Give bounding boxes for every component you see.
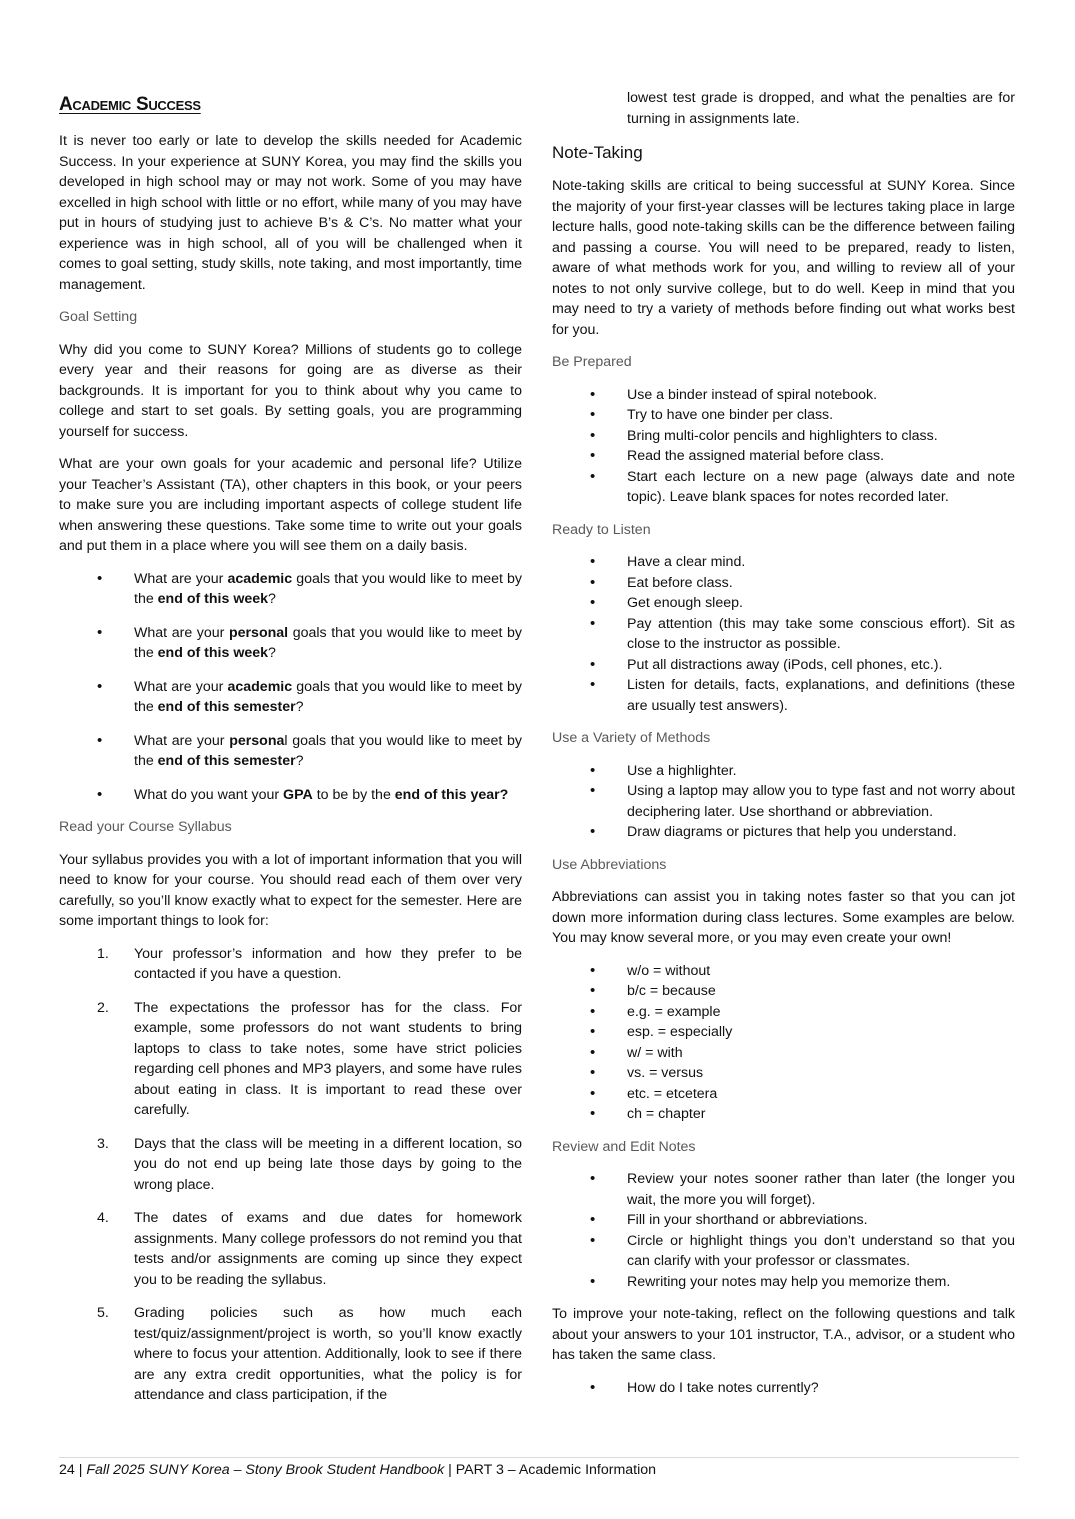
page-footer: 24 | Fall 2025 SUNY Korea – Stony Brook Student Handbook | PART 3 – Academic Information	[59, 1462, 657, 1478]
list-item: • Draw diagrams or pictures that help you understand.	[552, 822, 1015, 843]
ready-to-listen-heading: Ready to Listen	[552, 521, 651, 538]
list-item: • Use a binder instead of spiral notebook.	[552, 385, 1015, 406]
page-number: 24	[59, 1462, 75, 1478]
list-item: • b/c = because	[552, 981, 1015, 1002]
review-heading: Review and Edit Notes	[552, 1138, 696, 1155]
abbreviations-heading: Use Abbreviations	[552, 856, 667, 873]
list-item: • What do you want your GPA to be by the end of this year?	[59, 785, 522, 806]
footer-divider	[59, 1457, 1019, 1458]
abbreviations-paragraph: Abbreviations can assist you in taking notes faster so that you can jot down more information during class lectures. Some examples are below. You may know several more, or you may even create your own!	[552, 889, 1015, 946]
list-item: • Read the assigned material before class.	[552, 446, 1015, 467]
list-item: • Rewriting your notes may help you memorize them.	[552, 1272, 1015, 1293]
goal-setting-heading: Goal Setting	[59, 309, 138, 325]
list-item: • What are your academic goals that you would like to meet by the end of this week?	[59, 569, 522, 610]
list-item: • esp. = especially	[552, 1022, 1015, 1043]
goal-setting-paragraph-1: Why did you come to SUNY Korea? Millions of students go to college every year and their reasons for going are as diverse as their backgrounds. It is important for you to think about why you came to college and start to set goals. By setting goals, you are programming yourself for success.	[59, 341, 522, 440]
ready-to-listen-list	[552, 552, 1015, 716]
list-item: • w/o = without	[552, 961, 1015, 982]
list-item: • vs. = versus	[552, 1063, 1015, 1084]
handbook-title: Fall 2025 SUNY Korea – Stony Brook Student Handbook	[86, 1462, 445, 1478]
list-item: • Bring multi-color pencils and highlighters to class.	[552, 426, 1015, 447]
list-item: • Review your notes sooner rather than later (the longer you wait, the more you will forget).	[552, 1169, 1015, 1210]
list-item: • Listen for details, facts, explanations, and definitions (these are usually test answers).	[552, 675, 1015, 716]
abbreviations-list	[552, 961, 1015, 1125]
list-item: • ch = chapter	[552, 1104, 1015, 1125]
right-column	[552, 88, 1015, 1410]
list-item: • Start each lecture on a new page (always date and note topic). Leave blank spaces for notes recorded later.	[552, 467, 1015, 508]
intro-paragraph: It is never too early or late to develop the skills needed for Academic Success. In your experience at SUNY Korea, you may find the skills you developed in high school may or may not work. Some of you may have excelled in high school with little or no effort, while many of you may have put in hours of studying just to achieve B’s & C’s. No matter what your experience was in high school, all of you will be challenged when it comes to goal setting, study skills, note taking, and most importantly, time management.	[59, 133, 522, 293]
list-item: 5. Grading policies such as how much each test/quiz/assignment/project is worth, so you’ll know exactly where to focus your attention. Additionally, look to see if there are any extra credit opportunities, what the policy is for attendance and class participation, if the	[97, 1305, 522, 1403]
list-item: • What are your personal goals that you would like to meet by the end of this week?	[59, 623, 522, 664]
goal-setting-paragraph-2: What are your own goals for your academic and personal life? Utilize your Teacher’s Assistant (TA), other chapters in this book, or your peers to make sure you are including important aspects of college student life when answering these questions. Take some time to write out your goals and put them in a place where you will see them on a daily basis.	[59, 456, 522, 554]
left-column	[59, 88, 522, 1419]
list-item: 1. Your professor’s information and how they prefer to be contacted if you have a question.	[97, 945, 522, 982]
list-item: • What are your personal goals that you would like to meet by the end of this semester?	[59, 731, 522, 772]
be-prepared-list	[552, 385, 1015, 508]
review-list	[552, 1169, 1015, 1292]
syllabus-item-continuation: lowest test grade is dropped, and what the penalties are for turning in assignments late.	[627, 90, 1015, 127]
list-item: • How do I take notes currently?	[552, 1378, 1015, 1399]
list-item: • w/ = with	[552, 1043, 1015, 1064]
list-item: 3. Days that the class will be meeting in a different location, so you do not end up being late those days by going to the wrong place.	[97, 1135, 522, 1193]
list-item: • Pay attention (this may take some conscious effort). Sit as close to the instructor as possible.	[552, 614, 1015, 655]
page-title: Academic Success	[59, 94, 201, 115]
list-item: 4. The dates of exams and due dates for homework assignments. Many college professors do not remind you that tests and/or assignments are coming up since they expect you to be reading the syllabus.	[97, 1210, 522, 1288]
reflect-paragraph: To improve your note-taking, reflect on the following questions and talk about your answers to your 101 instructor, T.A., advisor, or a student who has taken the same class.	[552, 1306, 1015, 1363]
note-taking-paragraph: Note-taking skills are critical to being successful at SUNY Korea. Since the majority of your first-year classes will be lectures taking place in large lecture halls, good note-taking skills can be the difference between failing and passing a course. You will need to be prepared, ready to listen, aware of what methods work for you, and willing to review all of your notes to not only survive college, but to do well. Keep in mind that you may need to try a variety of methods before finding out what works best for you.	[552, 178, 1015, 338]
syllabus-list	[59, 944, 522, 1406]
list-item: • etc. = etcetera	[552, 1084, 1015, 1105]
be-prepared-heading: Be Prepared	[552, 354, 632, 370]
variety-list	[552, 761, 1015, 843]
syllabus-paragraph: Your syllabus provides you with a lot of important information that you will need to know for your course. You should read each of them over very carefully, so you’ll know exactly what to expect for the semester. Here are some important things to look for:	[59, 851, 522, 929]
list-item: • e.g. = example	[552, 1002, 1015, 1023]
list-item: • Fill in your shorthand or abbreviations.	[552, 1210, 1015, 1231]
variety-heading: Use a Variety of Methods	[552, 730, 711, 746]
list-item: • Circle or highlight things you don’t understand so that you can clarify with your professor or classmates.	[552, 1231, 1015, 1272]
list-item: • Have a clear mind.	[552, 552, 1015, 573]
list-item: • Eat before class.	[552, 573, 1015, 594]
list-item: • What are your academic goals that you would like to meet by the end of this semester?	[59, 677, 522, 718]
goal-questions-list	[59, 569, 522, 806]
list-item: • Try to have one binder per class.	[552, 405, 1015, 426]
syllabus-heading: Read your Course Syllabus	[59, 819, 232, 835]
list-item: 2. The expectations the professor has for the class. For example, some professors do not want students to bring laptops to class to take notes, some have strict policies regarding cell phones and MP3 players, and some have rules about eating in class. It is important to read these over carefully.	[97, 999, 522, 1118]
list-item: • Use a highlighter.	[552, 761, 1015, 782]
list-item: • Using a laptop may allow you to type fast and not worry about deciphering later. Use shorthand or abbreviation.	[552, 781, 1015, 822]
note-taking-heading: Note-Taking	[552, 143, 643, 162]
reflect-list	[552, 1378, 1015, 1399]
list-item: • Get enough sleep.	[552, 593, 1015, 614]
list-item: • Put all distractions away (iPods, cell phones, etc.).	[552, 655, 1015, 676]
section-title: PART 3 – Academic Information	[455, 1462, 657, 1478]
